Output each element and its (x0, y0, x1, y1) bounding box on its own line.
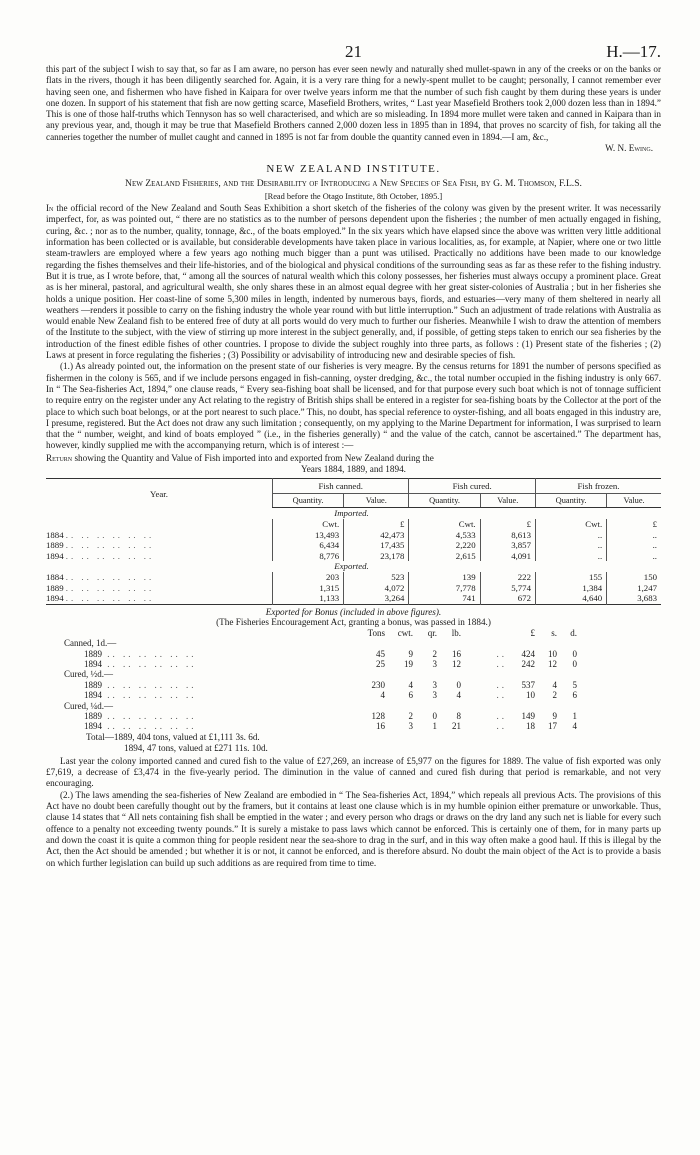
sub-header: Value. (480, 494, 535, 508)
sub-header: Value. (344, 494, 409, 508)
sub-header: Value. (607, 494, 661, 508)
unit-cell: £ (344, 519, 409, 530)
table-cell: 4,091 (480, 551, 535, 562)
bonus-cell: 1 (572, 711, 577, 722)
bonus-row-year: 1889 (84, 648, 102, 659)
bonus-cell: 16 (376, 721, 385, 732)
bonus-col-header: lb. (451, 627, 461, 638)
row-year: 1884 (46, 529, 64, 540)
sub-header: Quantity. (273, 494, 344, 508)
bonus-row-year: 1889 (84, 679, 102, 690)
paragraph-2: (1.) As already pointed out, the information on the present state of our fisheries is very meagre. By the census returns for 1891 the number of persons specified as fishermen in the colony is 565, and if we include persons engaged in fish-canning, oyster dredging, &c., the total number occupied in the fishing industry is only 667. In “ The Sea-fisheries Act, 1894,” one clause reads, “ Every sea-fishing boat shall be licensed, and for that purpose every such boat which is not of tonnage sufficient to require entry on the register under any Act relating to the registry of British ships shall be entered in a register for sea-fishing boats by the Collector at the port of the place to which such boat belongs, or at the port nearest to such place.” This, no doubt, has special reference to oyster-fishing, and all boats engaged in this industry are, I presume, registered. But the Act does not draw any such limitation ; consequently, on my applying to the Marine Department for information, I was surprised to learn that the “ number, weight, and kind of boats employed ” (i.e., in the fisheries generally) “ and the value of the catch, cannot be ascertained.” The department has, however, kindly supplied me with the accompanying return, which is of interest :— (46, 361, 661, 451)
article-heading: NEW ZEALAND INSTITUTE. (266, 163, 441, 176)
bonus-total-1: Total—1889, 404 tons, valued at £1,111 3s. 6d. (86, 731, 260, 742)
group-header-canned: Fish canned. (273, 479, 409, 494)
group-header-frozen: Fish frozen. (535, 479, 661, 494)
bonus-cell: 0 (572, 648, 577, 659)
bonus-cell: 0 (572, 659, 577, 670)
table-cell: 42,473 (344, 530, 409, 541)
table-cell: 2,615 (409, 551, 480, 562)
bonus-col-header: £ (530, 627, 535, 638)
document-reference: H.—17. (606, 42, 661, 61)
row-year: 1884 (46, 572, 64, 583)
imported-label: Imported. (334, 508, 369, 519)
bonus-cell: 4 (552, 679, 557, 690)
row-year: 1894 (46, 593, 64, 604)
group-header-cured: Fish cured. (409, 479, 536, 494)
bonus-cell: 149 (521, 711, 535, 722)
return-caption-lead: Return (46, 452, 73, 463)
bonus-cell: 4 (380, 690, 385, 701)
bonus-total-2: 1894, 47 tons, valued at £271 11s. 10d. (124, 742, 268, 753)
bonus-cell: 2 (432, 648, 437, 659)
table-row: 1884 .. .. .. .. .. .. 13,493 42,473 4,533 8,613 .. .. (46, 530, 661, 541)
bonus-group-label: Cured, ½d.— (64, 669, 113, 680)
table-cell: .. (535, 530, 606, 541)
table-cell: 23,178 (344, 551, 409, 562)
bonus-cell: 0 (432, 711, 437, 722)
paragraph-1-text: the official record of the New Zealand and South Seas Exhibition a short sketch of the fisheries of the colony was given by the present writer. It was necessarily imperfect, for, as was pointed out, “ there are no statistics as to the number of persons dependent upon the fisheries ; the number of men actually engaged in fishing, curing, &c. ; nor as to the number, quality, tonnage, &c., of the boats employed.” In the six years which have elapsed since the above was written very little additional information has been collected or is available, but considerable developments have taken place in various localities, as, for example, at Napier, where one or two little steam-trawlers are employed where a few years ago nothing much bigger than a punt was utilised. Practically no additions have been made to our knowledge regarding the fishes themselves and their life-histories, and of the biological and physical conditions of the surrounding seas as far as these refer to the fishing industry. But it is true, as I wrote before, that, “ among all the sources of natural wealth which this colony possesses, her fisheries must always occupy a prominent place. Great as is her mineral, pastoral, and agricultural wealth, she only shares these in an almost equal degree with her great sister-colonies of Australia ; but in her fisheries she holds a unique position. Her coast-line of some 5,300 miles in length, indented by numerous bays, fiords, and estuaries—very many of them sheltered in nearly all weathers —renders it possible to carry on the fishing industry the whole year round with but little interruption.” Such an adjustment of trade relations with Australia as would enable New Zealand fish to be entered free of duty at all ports would do very much to further our fisheries. Meanwhile I wish to draw the attention of members of the Institute to the subject, with the view of stirring up more interest in the subject generally, and, if possible, of getting steps taken to enrich our sea fisheries by the introduction of the finest edible fishes of other countries. I propose to divide the subject roughly into three parts, as follows : (1) Present state of the fisheries ; (2) Laws at present in force regulating the fisheries ; (3) Possibility or advisability of introducing new and desirable species of fish. (46, 203, 661, 361)
table-cell: 741 (409, 593, 480, 604)
return-table (46, 478, 661, 605)
bonus-cell: 3 (432, 690, 437, 701)
paragraph-4: (2.) The laws amending the sea-fisheries of New Zealand are embodied in “ The Sea-fisheries Act, 1894,” which repeals all previous Acts. The provisions of this Act have no doubt been carefully thought out by the framers, but it contains at least one clause which is in my humble opinion either premature or unworkable. Thus, clause 14 states that “ All nets containing fish shall be emptied in the water ; and every person who drags or draws on the dry land any such net is liable for every such offence to a penalty not exceeding twenty pounds.” It is surely a mistake to pass laws which cannot be enforced. This is certainly one of them, for in many parts up and down the coast it is quite a common thing for people resident near the sea-shore to drag in the surf, and in this way often make a good haul. If this is illegal by the Act, then the Act should be amended ; but whether it is or not, it cannot be enforced, and is therefore absurd. No doubt the main object of the Act is to provide a basis on which further legislation can build up such additions as are required from time to time. (46, 789, 661, 868)
bonus-group-label: Cured, ¼d.— (64, 700, 113, 711)
table-row: 1889 .. .. .. .. .. .. 1,315 4,072 7,778 5,774 1,384 1,247 (46, 583, 661, 594)
table-cell: .. (535, 551, 606, 562)
table-cell: 672 (480, 593, 535, 604)
table-cell: 13,493 (273, 530, 344, 541)
signature: W. N. Ewing. (605, 143, 653, 154)
return-caption (46, 453, 661, 476)
table-cell: 155 (535, 572, 606, 583)
bonus-cell: 2 (408, 711, 413, 722)
bonus-row-year: 1889 (84, 711, 102, 722)
table-cell: 1,247 (607, 583, 661, 594)
bonus-cell: 10 (548, 648, 557, 659)
page-number: 21 (345, 42, 362, 61)
bonus-cell: 5 (572, 679, 577, 690)
table-cell: 6,434 (273, 540, 344, 551)
paragraph-3: Last year the colony imported canned and cured fish to the value of £27,269, an increase of £5,977 on the figures for 1889. The value of fish exported was only £7,619, a decrease of £3,474 in the five-yearly period. The diminution in the value of canned and cured fish during that period is remarkable, and not very encouraging. (46, 755, 661, 789)
bonus-cell: 8 (456, 711, 461, 722)
bonus-cell: 6 (408, 690, 413, 701)
bonus-cell: 9 (552, 711, 557, 722)
table-cell: 2,220 (409, 540, 480, 551)
bonus-cell: 537 (521, 679, 535, 690)
bonus-title: Exported for Bonus (included in above figures). (265, 606, 442, 617)
bonus-row-year: 1894 (84, 659, 102, 670)
table-cell: 139 (409, 572, 480, 583)
year-header: Year. (150, 488, 168, 499)
unit-cell: £ (607, 519, 661, 530)
read-note: [Read before the Otago Institute, 8th October, 1895.] (264, 192, 443, 202)
return-caption-text: showing the Quantity and Value of Fish imported into and exported from New Zealand during the (72, 452, 434, 463)
unit-cell: Cwt. (409, 519, 480, 530)
table-cell: .. (607, 530, 661, 541)
table-cell: 17,435 (344, 540, 409, 551)
bonus-cell: 6 (572, 690, 577, 701)
table-cell: .. (607, 540, 661, 551)
table-cell: 7,778 (409, 583, 480, 594)
bonus-col-header: cwt. (397, 627, 413, 638)
table-cell: 1,384 (535, 583, 606, 594)
table-cell: 1,315 (273, 583, 344, 594)
bonus-row: 1889 .. .. .. .. .. .. 230 4 3 0 .. 537 4 5 (84, 679, 577, 690)
bonus-cell: 424 (521, 648, 535, 659)
unit-cell: Cwt. (273, 519, 344, 530)
bonus-col-header: s. (551, 627, 557, 638)
table-cell: 4,072 (344, 583, 409, 594)
unit-cell: Cwt. (535, 519, 606, 530)
bonus-cell: 242 (521, 659, 535, 670)
bonus-cell: 45 (376, 648, 385, 659)
bonus-note: (The Fisheries Encouragement Act, granting a bonus, was passed in 1884.) (216, 616, 491, 627)
bonus-cell: 21 (452, 721, 461, 732)
bonus-row: 1894 .. .. .. .. .. .. 25 19 3 12 .. 242 12 0 (84, 659, 577, 670)
article-subtitle: New Zealand Fisheries, and the Desirability of Introducing a New Species of Sea Fish, by G. M. Thomson, F.L.S. (125, 178, 582, 190)
table-cell: 3,857 (480, 540, 535, 551)
table-row: 1889 .. .. .. .. .. .. 6,434 17,435 2,220 3,857 .. .. (46, 540, 661, 551)
page-header (46, 38, 661, 64)
table-cell: 4,640 (535, 593, 606, 604)
row-year: 1889 (46, 540, 64, 551)
bonus-row: 1894 .. .. .. .. .. .. 4 6 3 4 .. 10 2 6 (84, 690, 577, 701)
bonus-cell: 3 (432, 679, 437, 690)
bonus-cell: 4 (408, 679, 413, 690)
table-row: 1894 .. .. .. .. .. .. 1,133 3,264 741 672 4,640 3,683 (46, 593, 661, 604)
table-row: 1894 .. .. .. .. .. .. 8,776 23,178 2,615 4,091 .. .. (46, 551, 661, 562)
row-year: 1894 (46, 550, 64, 561)
bonus-cell: 18 (526, 721, 535, 732)
bonus-cell: 4 (572, 721, 577, 732)
bonus-col-header: qr. (427, 627, 437, 638)
bonus-cell: 12 (548, 659, 557, 670)
table-cell: .. (535, 540, 606, 551)
bonus-cell: 16 (452, 648, 461, 659)
sub-header: Quantity. (409, 494, 480, 508)
bonus-group-label-row (64, 638, 577, 648)
paragraph-1 (46, 203, 661, 361)
bonus-cell: 2 (552, 690, 557, 701)
bonus-group-label-row (64, 701, 577, 711)
exported-label: Exported. (334, 561, 369, 572)
bonus-cell: 10 (526, 690, 535, 701)
unit-cell: £ (480, 519, 535, 530)
bonus-cell: 19 (404, 659, 413, 670)
bonus-cell: 1 (432, 721, 437, 732)
bonus-row: 1894 .. .. .. .. .. .. 16 3 1 21 .. 18 17 4 (84, 721, 577, 732)
table-cell: 150 (607, 572, 661, 583)
table-cell: 222 (480, 572, 535, 583)
table-cell: 5,774 (480, 583, 535, 594)
bonus-cell: 0 (456, 679, 461, 690)
table-cell: 203 (273, 572, 344, 583)
table-cell: 3,264 (344, 593, 409, 604)
table-row: 1884 .. .. .. .. .. .. 203 523 139 222 155 150 (46, 572, 661, 583)
bonus-row-year: 1894 (84, 690, 102, 701)
table-cell: 1,133 (273, 593, 344, 604)
return-caption-years: Years 1884, 1889, and 1894. (301, 464, 406, 474)
bonus-row-year: 1894 (84, 721, 102, 732)
bonus-cell: 9 (408, 648, 413, 659)
bonus-group-label: Canned, 1d.— (64, 638, 117, 649)
row-year: 1889 (46, 582, 64, 593)
table-cell: 523 (344, 572, 409, 583)
bonus-cell: 128 (371, 711, 385, 722)
sub-header: Quantity. (535, 494, 606, 508)
table-cell: 3,683 (607, 593, 661, 604)
bonus-row: 1889 .. .. .. .. .. .. 128 2 0 8 .. 149 9 1 (84, 711, 577, 722)
bonus-cell: 12 (452, 659, 461, 670)
paragraph-1-lead: In (46, 203, 54, 214)
bonus-cell: 17 (548, 721, 557, 732)
document-page (46, 38, 661, 869)
bonus-cell: 25 (376, 659, 385, 670)
bonus-cell: 230 (371, 679, 385, 690)
bonus-row: 1889 .. .. .. .. .. .. 45 9 2 16 .. 424 10 0 (84, 648, 577, 659)
table-cell: 8,613 (480, 530, 535, 541)
table-cell: 4,533 (409, 530, 480, 541)
bonus-cell: 3 (432, 659, 437, 670)
bonus-col-header: Tons (367, 627, 385, 638)
table-cell: .. (607, 551, 661, 562)
bonus-cell: 3 (408, 721, 413, 732)
bonus-col-header: d. (570, 627, 577, 638)
bonus-table (64, 628, 577, 732)
bonus-group-label-row (64, 669, 577, 679)
intro-paragraph: this part of the subject I wish to say that, so far as I am aware, no person has ever seen newly and naturally shed mullet-spawn in any of the creeks or on the banks or flats in the rivers, though it has been diligently searched for. Again, it is a very rare thing for a newly-spent mullet to be caught; personally, I cannot remember ever having seen one, and fishermen who have fished in Kaipara for over twelve years inform me that the number of such fish caught by them during these years is under one dozen. In support of his statement that fish are now getting scarce, Masefield Brothers, writes, “ Last year Masefield Brothers took 2,000 dozen less than in 1894.” This is one of those half-truths which Tennyson has so well characterised, and which are so misleading. In 1894 more mullet were taken and canned in Kaipara than in any previous year, and, though it may be true that Masefield Brothers canned 2,000 dozen less in 1895 than in 1894, that proves no scarcity of fish, for taking all the canneries together the number of mullet caught and canned in 1895 is not far from double the quantity canned even in 1894.—I am, &c., (46, 64, 661, 142)
bonus-cell: 4 (456, 690, 461, 701)
table-cell: 8,776 (273, 551, 344, 562)
